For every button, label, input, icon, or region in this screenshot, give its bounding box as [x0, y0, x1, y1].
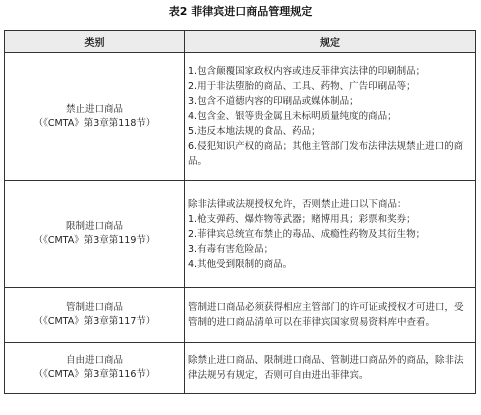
rule-line: 2.菲律宾总统宣布禁止的毒品、成瘾性药物及其衍生物； — [188, 228, 426, 240]
header-category: 类别 — [5, 31, 185, 53]
import-rules-table — [4, 30, 476, 394]
category-reference: （《CMTA》第3章第117节） — [33, 316, 156, 327]
rule-line: 1.包含颠覆国家政权内容或违反菲律宾法律的印刷制品； — [188, 66, 426, 77]
header-rules: 规定 — [185, 31, 476, 53]
rule-line: 3.包含不道德内容的印刷品或媒体制品； — [188, 96, 359, 107]
rule-line: 除禁止进口商品、限制进口商品、管制进口商品外的商品，除非法律法规另有规定，否则可自由进出菲律宾。 — [188, 355, 464, 381]
category-cell — [5, 343, 185, 394]
category-reference: （《CMTA》第3章第118节） — [33, 117, 156, 129]
rules-cell — [185, 181, 476, 288]
category-reference: （《CMTA》第3章第116节） — [33, 369, 156, 380]
rule-line: 4.包含金、银等贵金属且未标明质量纯度的商品； — [188, 111, 397, 122]
table-row-prohibited — [5, 53, 476, 181]
rules-cell — [185, 53, 476, 181]
rule-line: 管制进口商品必须获得相应主管部门的许可证或授权才可进口，受管制的进口商品清单可以在菲律宾国家贸易资料库中查看。 — [188, 302, 464, 328]
category-name: 管制进口商品 — [65, 302, 123, 313]
rule-line: 5.违反本地法规的食品、药品； — [188, 126, 321, 137]
category-cell — [5, 53, 185, 181]
category-name: 禁止进口商品 — [65, 103, 123, 115]
category-cell — [5, 288, 185, 343]
rule-line: 1.枪支弹药、爆炸物等武器；赌博用具；彩票和奖券； — [188, 213, 416, 225]
table-row-controlled — [5, 288, 476, 343]
category-name: 限制进口商品 — [65, 221, 123, 232]
rule-line: 3.有毒有害危险品； — [188, 243, 274, 255]
rule-line: 2.用于非法堕胎的商品、工具、药物、广告印刷品等； — [188, 81, 416, 92]
category-reference: （《CMTA》第3章第119节） — [33, 235, 156, 246]
rule-line: 除非法律或法规授权允许，否则禁止进口以下商品： — [188, 198, 407, 210]
rule-line: 6.侵犯知识产权的商品；其他主管部门发布法律法规禁止进口的商品。 — [188, 141, 464, 167]
category-name: 自由进口商品 — [65, 355, 123, 366]
rules-cell — [185, 343, 476, 394]
table-title: 表2 菲律宾进口商品管理规定 — [168, 5, 313, 18]
header-row — [5, 31, 476, 53]
rule-line: 4.其他受到限制的商品。 — [188, 258, 293, 270]
table-row-free — [5, 343, 476, 394]
rules-cell — [185, 288, 476, 343]
table-row-restricted — [5, 181, 476, 288]
category-cell — [5, 181, 185, 288]
